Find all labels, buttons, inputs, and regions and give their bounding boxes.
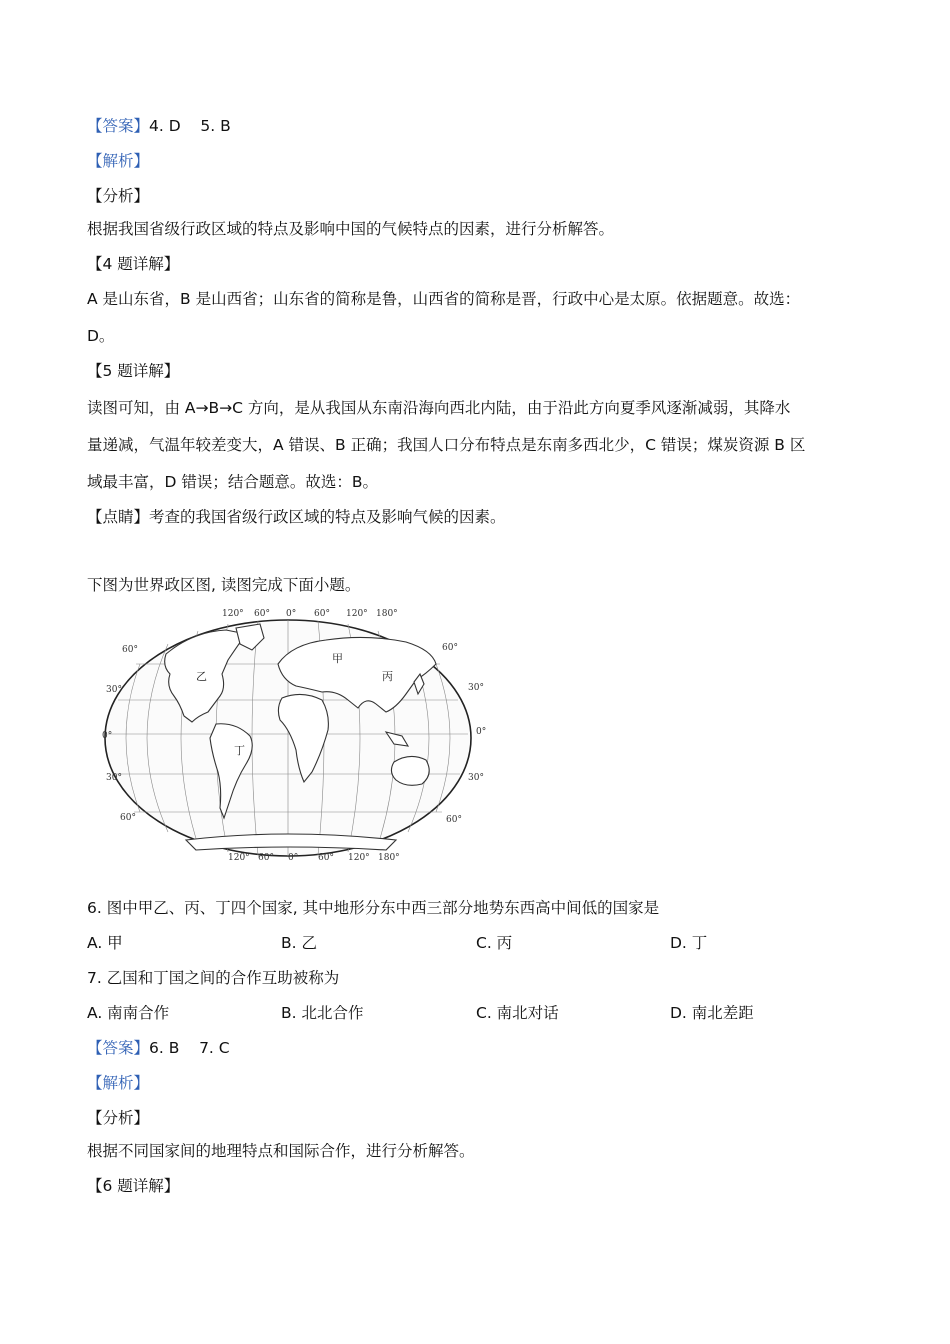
bottom-lon-3: 0° <box>288 853 299 863</box>
left-lat-3: 0° <box>102 731 113 741</box>
right-lat-4: 30° <box>468 773 484 783</box>
australia-shape <box>391 756 429 785</box>
q6-option-d: D. 丁 <box>670 934 708 952</box>
top-lon-3: 0° <box>286 609 297 619</box>
left-lat-2: 30° <box>106 685 122 695</box>
top-lon-6: 180° <box>376 609 398 619</box>
q7-option-a: A. 南南合作 <box>87 1004 170 1022</box>
q5-detail-title: 【5 题详解】 <box>87 362 180 380</box>
left-lat-1: 60° <box>122 645 138 655</box>
top-lon-1: 120° <box>222 609 244 619</box>
q7-option-d: D. 南北差距 <box>670 1004 754 1022</box>
top-lon-4: 60° <box>314 609 330 619</box>
answer-text: 4. D 5. B <box>149 117 231 135</box>
dianjing-text: 【点睛】考查的我国省级行政区域的特点及影响气候的因素。 <box>87 508 506 526</box>
q4-detail-title: 【4 题详解】 <box>87 255 180 273</box>
label-ding: 丁 <box>234 744 245 757</box>
fenxi-text-2: 根据不同国家间的地理特点和国际合作，进行分析解答。 <box>87 1142 475 1160</box>
analysis-tag: 【解析】 <box>87 152 150 170</box>
q7-stem: 7. 乙国和丁国之间的合作互助被称为 <box>87 969 340 987</box>
fenxi-heading-2: 【分析】 <box>87 1109 150 1127</box>
right-lat-1: 60° <box>442 643 458 653</box>
bottom-lon-2: 60° <box>258 853 274 863</box>
bottom-lon-4: 60° <box>318 853 334 863</box>
q5-detail-text-1: 读图可知，由 A→B→C 方向，是从我国从东南沿海向西北内陆，由于沿此方向夏季风逐渐减弱，其降水 <box>87 399 791 417</box>
map-intro: 下图为世界政区图, 读图完成下面小题。 <box>87 576 361 594</box>
left-lat-5: 60° <box>120 813 136 823</box>
q4-detail-text-2: D。 <box>87 327 115 345</box>
q6-option-c: C. 丙 <box>476 934 513 952</box>
answer-tag-2: 【答案】 <box>87 1039 150 1057</box>
q5-detail-text-2: 量递减，气温年较差变大，A 错误、B 正确；我国人口分布特点是东南多西北少，C 错误；煤炭资源 B 区 <box>87 436 806 454</box>
left-lat-4: 30° <box>106 773 122 783</box>
q6-stem: 6. 图中甲乙、丙、丁四个国家, 其中地形分东中西三部分地势东西高中间低的国家是 <box>87 899 660 917</box>
bottom-lon-1: 120° <box>228 853 250 863</box>
fenxi-text: 根据我国省级行政区域的特点及影响中国的气候特点的因素，进行分析解答。 <box>87 220 615 238</box>
label-yi: 乙 <box>196 670 207 683</box>
answer-text-2: 6. B 7. C <box>149 1039 230 1057</box>
answer-line-4-5 <box>87 116 231 136</box>
answer-line-6-7 <box>87 1038 230 1058</box>
answer-tag: 【答案】 <box>87 117 150 135</box>
bottom-lon-6: 180° <box>378 853 400 863</box>
bottom-lon-5: 120° <box>348 853 370 863</box>
right-lat-3: 0° <box>476 727 487 737</box>
label-jia: 甲 <box>332 652 343 665</box>
top-lon-5: 120° <box>346 609 368 619</box>
q6-option-b: B. 乙 <box>281 934 317 952</box>
q5-detail-text-3: 域最丰富，D 错误；结合题意。故选：B。 <box>87 473 378 491</box>
q4-detail-text-1: A 是山东省，B 是山西省；山东省的简称是鲁，山西省的简称是晋，行政中心是太原。依据题意。故选： <box>87 290 801 308</box>
right-lat-2: 30° <box>468 683 484 693</box>
fenxi-heading: 【分析】 <box>87 187 150 205</box>
top-longitude-labels <box>222 609 398 619</box>
world-political-map <box>96 604 506 874</box>
q6-option-a: A. 甲 <box>87 934 123 952</box>
q7-option-b: B. 北北合作 <box>281 1004 364 1022</box>
right-lat-5: 60° <box>446 815 462 825</box>
q7-option-c: C. 南北对话 <box>476 1004 559 1022</box>
label-bing: 丙 <box>382 670 393 683</box>
analysis-tag-2: 【解析】 <box>87 1074 150 1092</box>
q6-detail-title: 【6 题详解】 <box>87 1177 180 1195</box>
top-lon-2: 60° <box>254 609 270 619</box>
